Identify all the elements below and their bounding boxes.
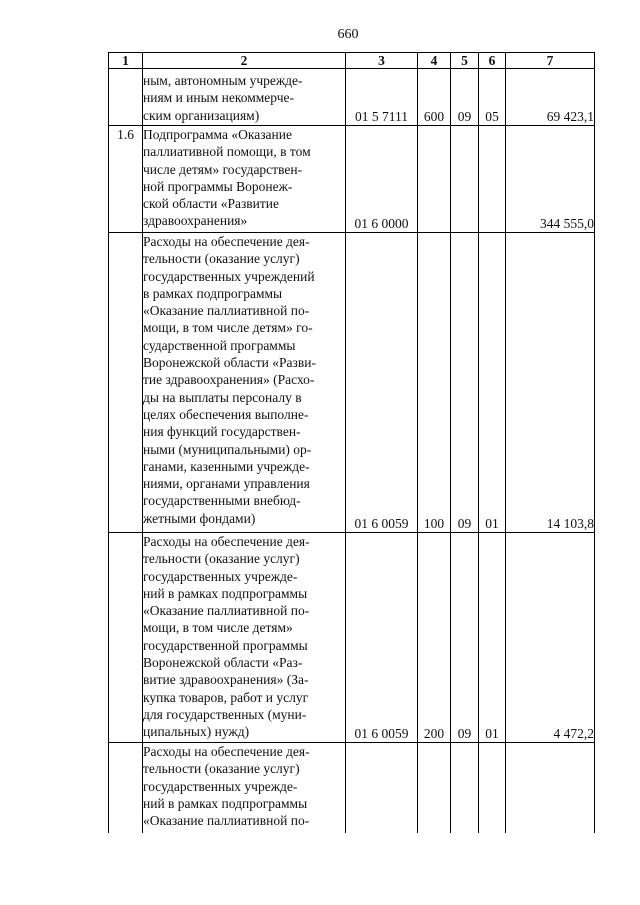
target-article-cell: [346, 743, 418, 833]
table-row: [109, 743, 595, 833]
subsection-cell: [479, 743, 506, 833]
table-row: [109, 126, 595, 233]
header-col-4: 4: [418, 53, 451, 69]
amount-cell: 69 423,1: [506, 69, 595, 126]
page-number: 660: [337, 27, 359, 42]
header-col-3: 3: [346, 53, 418, 69]
table-row: [109, 233, 595, 533]
row-number-cell: [109, 743, 143, 833]
section-cell: 09: [451, 533, 479, 743]
row-number-cell: [109, 533, 143, 743]
header-row: [109, 53, 595, 69]
header-col-6: 6: [479, 53, 506, 69]
row-number-cell: 1.6: [109, 126, 143, 233]
section-cell: 09: [451, 233, 479, 533]
row-number-cell: [109, 233, 143, 533]
description-cell: Расходы на обеспечение дея- тельности (оказание услуг) государственных учрежде- ний в рамках подпрограммы «Оказание паллиативной по- мощи, в том числе детям» государственной программы Воронежской области «Раз- витие здравоохранения» (За- купка товаров, работ и услуг для государственных (муни- ципальных) нужд): [143, 533, 346, 743]
description-cell: Подпрограмма «Оказание паллиативной помощи, в том числе детям» государствен- ной программы Воронеж- ской области «Развитие здравоохранения»: [143, 126, 346, 233]
header-col-7: 7: [506, 53, 595, 69]
amount-cell: [506, 743, 595, 833]
section-cell: 09: [451, 69, 479, 126]
expense-type-cell: [418, 743, 451, 833]
target-article-cell: 01 6 0000: [346, 126, 418, 233]
amount-cell: 14 103,8: [506, 233, 595, 533]
header-col-1: 1: [109, 53, 143, 69]
budget-table: [108, 52, 595, 833]
subsection-cell: 05: [479, 69, 506, 126]
subsection-cell: 01: [479, 233, 506, 533]
section-cell: [451, 126, 479, 233]
target-article-cell: 01 5 7111: [346, 69, 418, 126]
expense-type-cell: [418, 126, 451, 233]
expense-type-cell: 200: [418, 533, 451, 743]
expense-type-cell: 100: [418, 233, 451, 533]
section-cell: [451, 743, 479, 833]
target-article-cell: 01 6 0059: [346, 533, 418, 743]
table-row: [109, 69, 595, 126]
subsection-cell: [479, 126, 506, 233]
description-cell: Расходы на обеспечение дея- тельности (оказание услуг) государственных учрежде- ний в рамках подпрограммы «Оказание паллиативной по-: [143, 743, 346, 833]
table-row: [109, 533, 595, 743]
target-article-cell: 01 6 0059: [346, 233, 418, 533]
description-cell: Расходы на обеспечение дея- тельности (оказание услуг) государственных учреждений в рамках подпрограммы «Оказание паллиативной по- мощи, в том числе детям» го- сударственной программы Воронежской области «Разви- тие здравоохранения» (Расхо- ды на выплаты персоналу в целях обеспечения выполне- ния функций государствен- ными (муниципальными) ор- ганами, казенными учрежде- ниями, органами управления государственными внебюд- жетными фондами): [143, 233, 346, 533]
header-col-5: 5: [451, 53, 479, 69]
amount-cell: 4 472,2: [506, 533, 595, 743]
subsection-cell: 01: [479, 533, 506, 743]
description-cell: ным, автономным учрежде- ниям и иным некоммерче- ским организациям): [143, 69, 346, 126]
header-col-2: 2: [143, 53, 346, 69]
amount-cell: 344 555,0: [506, 126, 595, 233]
row-number-cell: [109, 69, 143, 126]
expense-type-cell: 600: [418, 69, 451, 126]
